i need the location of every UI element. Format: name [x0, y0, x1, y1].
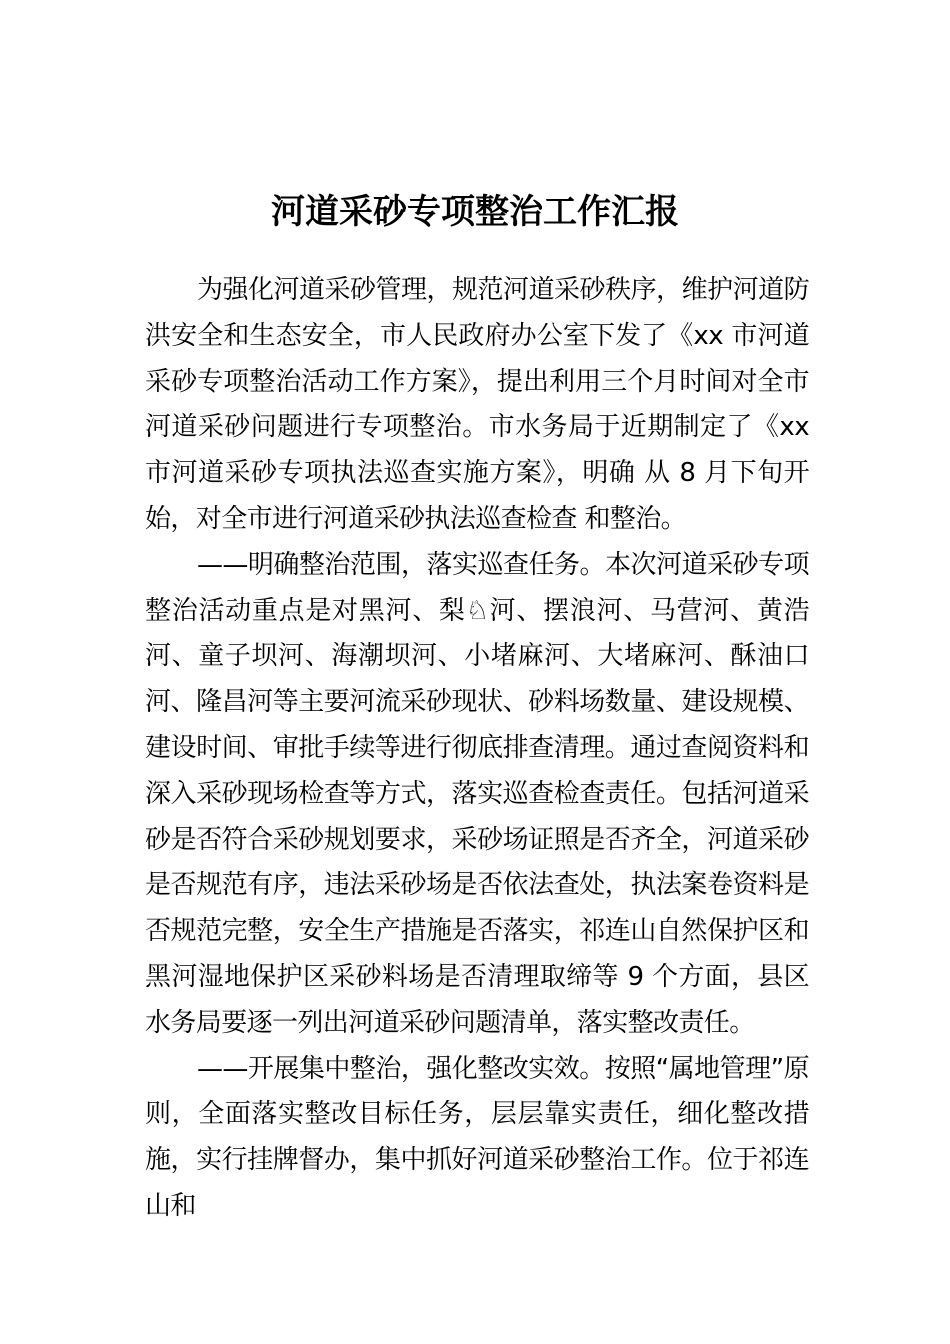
- paragraph-scope: ——明确整治范围，落实巡查任务。本次河道采砂专项整治活动重点是对黑河、梨♘河、摆浪河、马营河、黄浩河、童子坝河、海潮坝河、小堵麻河、大堵麻河、酥油口河、隆昌河等主要河流采砂现状、砂料场数量、建设规模、建设时间、审批手续等进行彻底排查清理。通过查阅资料和深入采砂现场检查等方式，落实巡查检查责任。包括河道采砂是否符合采砂规划要求，采砂场证照是否齐全，河道采砂是否规范有序，违法采砂场是否依法查处，执法案卷资料是否规范完整，安全生产措施是否落实，祁连山自然保护区和黑河湿地保护区采砂料场是否清理取缔等 9 个方面，县区水务局要逐一列出河道采砂问题清单，落实整改责任。: [145, 549, 809, 1038]
- document-body: [145, 268, 809, 1230]
- document-title: 河道采砂专项整治工作汇报: [271, 192, 679, 232]
- paragraph-rectification: ——开展集中整治，强化整改实效。按照“属地管理”原则，全面落实整改目标任务，层层靠实责任，细化整改措施，实行挂牌督办，集中抓好河道采砂整治工作。位于祁连山和: [145, 1053, 809, 1221]
- paragraph-intro: 为强化河道采砂管理，规范河道采砂秩序，维护河道防洪安全和生态安全，市人民政府办公室下发了《xx 市河道采砂专项整治活动工作方案》，提出利用三个月时间对全市河道采砂问题进行专项整治。市水务局于近期制定了《xx 市河道采砂专项执法巡查实施方案》，明确 从 8 月下旬开始，对全市进行河道采砂执法巡查检查 和整治。: [145, 275, 809, 534]
